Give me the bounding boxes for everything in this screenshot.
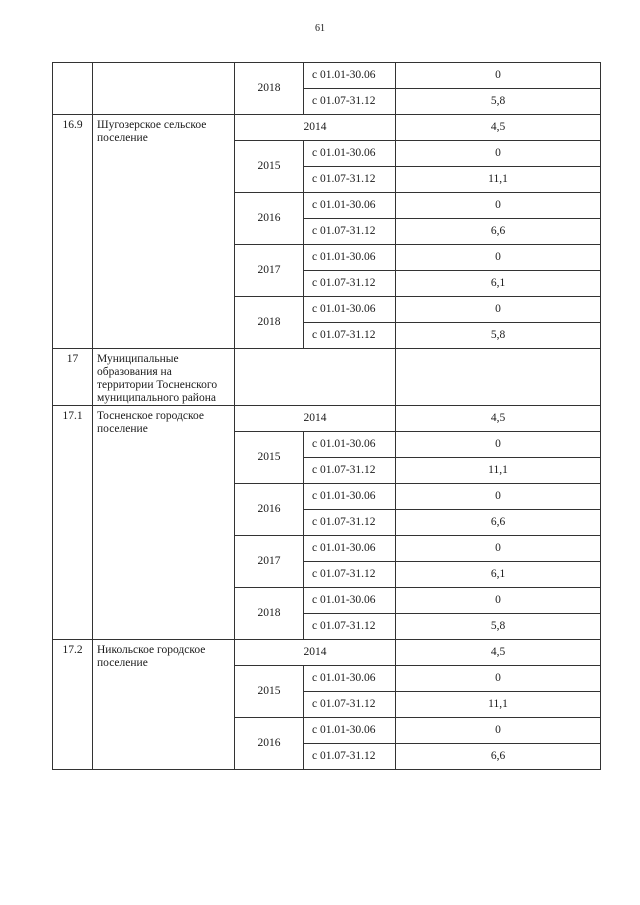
period-cell: с 01.01-30.06 [304,63,396,89]
value-cell: 0 [396,193,601,219]
year-cell: 2015 [235,432,304,484]
year-cell [235,349,396,406]
table-row [53,115,601,141]
period-cell: с 01.07-31.12 [304,167,396,193]
value-cell: 0 [396,666,601,692]
year-cell: 2018 [235,297,304,349]
value-cell: 0 [396,63,601,89]
page-number: 61 [315,23,325,34]
year-cell: 2016 [235,193,304,245]
value-cell: 11,1 [396,167,601,193]
year-cell: 2016 [235,484,304,536]
period-cell: с 01.07-31.12 [304,89,396,115]
value-cell: 0 [396,588,601,614]
period-cell: с 01.07-31.12 [304,510,396,536]
year-cell: 2016 [235,718,304,770]
period-cell: с 01.01-30.06 [304,484,396,510]
value-cell: 6,1 [396,562,601,588]
number-cell: 17.2 [53,640,93,770]
year-cell: 2014 [235,406,396,432]
table-row [53,640,601,666]
value-cell: 0 [396,141,601,167]
period-cell: с 01.01-30.06 [304,536,396,562]
value-cell: 0 [396,245,601,271]
value-cell: 0 [396,432,601,458]
value-cell: 4,5 [396,406,601,432]
year-cell: 2017 [235,245,304,297]
value-cell: 5,8 [396,614,601,640]
period-cell: с 01.07-31.12 [304,323,396,349]
value-cell: 5,8 [396,323,601,349]
value-cell: 11,1 [396,692,601,718]
year-cell: 2017 [235,536,304,588]
value-cell: 5,8 [396,89,601,115]
year-cell: 2018 [235,63,304,115]
table-row [53,63,601,89]
period-cell: с 01.07-31.12 [304,219,396,245]
number-cell [53,63,93,115]
period-cell: с 01.01-30.06 [304,432,396,458]
year-cell: 2014 [235,115,396,141]
year-cell: 2015 [235,141,304,193]
period-cell: с 01.07-31.12 [304,458,396,484]
number-cell: 16.9 [53,115,93,349]
name-cell: Шугозерское сельское поселение [93,115,235,349]
value-cell: 6,6 [396,744,601,770]
period-cell: с 01.07-31.12 [304,562,396,588]
name-cell: Никольское городское поселение [93,640,235,770]
value-cell: 0 [396,484,601,510]
period-cell: с 01.01-30.06 [304,666,396,692]
value-cell: 4,5 [396,115,601,141]
period-cell: с 01.01-30.06 [304,141,396,167]
name-cell: Муниципальные образования на территории Тосненского муниципального района [93,349,235,406]
period-cell: с 01.07-31.12 [304,271,396,297]
tariff-table-body [53,63,601,770]
value-cell [396,349,601,406]
value-cell: 6,1 [396,271,601,297]
value-cell: 6,6 [396,219,601,245]
value-cell: 4,5 [396,640,601,666]
number-cell: 17.1 [53,406,93,640]
table-row [53,349,601,406]
period-cell: с 01.01-30.06 [304,588,396,614]
period-cell: с 01.07-31.12 [304,692,396,718]
value-cell: 6,6 [396,510,601,536]
period-cell: с 01.01-30.06 [304,245,396,271]
name-cell [93,63,235,115]
year-cell: 2015 [235,666,304,718]
value-cell: 0 [396,536,601,562]
year-cell: 2014 [235,640,396,666]
name-cell: Тосненское городское поселение [93,406,235,640]
table-row [53,406,601,432]
period-cell: с 01.01-30.06 [304,193,396,219]
year-cell: 2018 [235,588,304,640]
value-cell: 0 [396,718,601,744]
period-cell: с 01.07-31.12 [304,744,396,770]
tariff-table [52,62,601,770]
value-cell: 0 [396,297,601,323]
number-cell: 17 [53,349,93,406]
period-cell: с 01.01-30.06 [304,718,396,744]
period-cell: с 01.07-31.12 [304,614,396,640]
period-cell: с 01.01-30.06 [304,297,396,323]
value-cell: 11,1 [396,458,601,484]
